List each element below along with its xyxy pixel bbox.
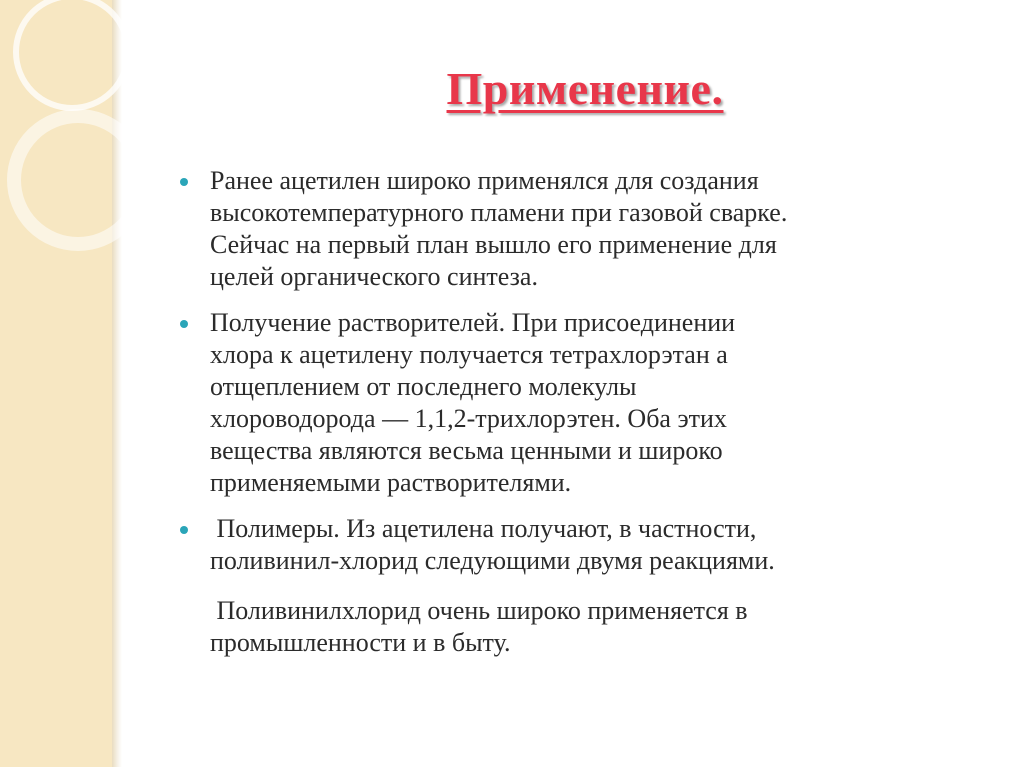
text-line: Полимеры. Из ацетилена получают, в частности,: [210, 514, 757, 543]
text-line: хлора к ацетилену получается тетрахлорэтан а: [210, 340, 728, 369]
list-item: [176, 165, 976, 293]
slide-content: [176, 165, 976, 659]
list-item: [176, 513, 976, 577]
text-line: Поливинилхлорид очень широко применяется в: [210, 596, 748, 625]
decorative-circles-icon: [0, 0, 160, 300]
bullet-dot-icon: [180, 178, 188, 186]
text-line: целей органического синтеза.: [210, 262, 538, 291]
text-line: вещества являются весьма ценными и широко: [210, 436, 723, 465]
text-line: промышленности и в быту.: [210, 628, 511, 657]
page-title: Применение.: [446, 63, 724, 114]
text-line: Сейчас на первый план вышло его применение для: [210, 230, 777, 259]
closing-paragraph: [176, 595, 976, 659]
text-line: поливинил-хлорид следующими двумя реакциями.: [210, 546, 775, 575]
text-line: хлороводорода — 1,1,2-трихлорэтен. Оба этих: [210, 404, 727, 433]
text-line: высокотемпературного пламени при газовой сварке.: [210, 198, 788, 227]
text-line: Ранее ацетилен широко применялся для создания: [210, 166, 759, 195]
text-line: Получение растворителей. При присоединении: [210, 308, 736, 337]
bullet-dot-icon: [180, 526, 188, 534]
list-item: [176, 307, 976, 499]
bullet-dot-icon: [180, 320, 188, 328]
text-line: применяемыми растворителями.: [210, 468, 572, 497]
text-line: отщеплением от последнего молекулы: [210, 372, 637, 401]
